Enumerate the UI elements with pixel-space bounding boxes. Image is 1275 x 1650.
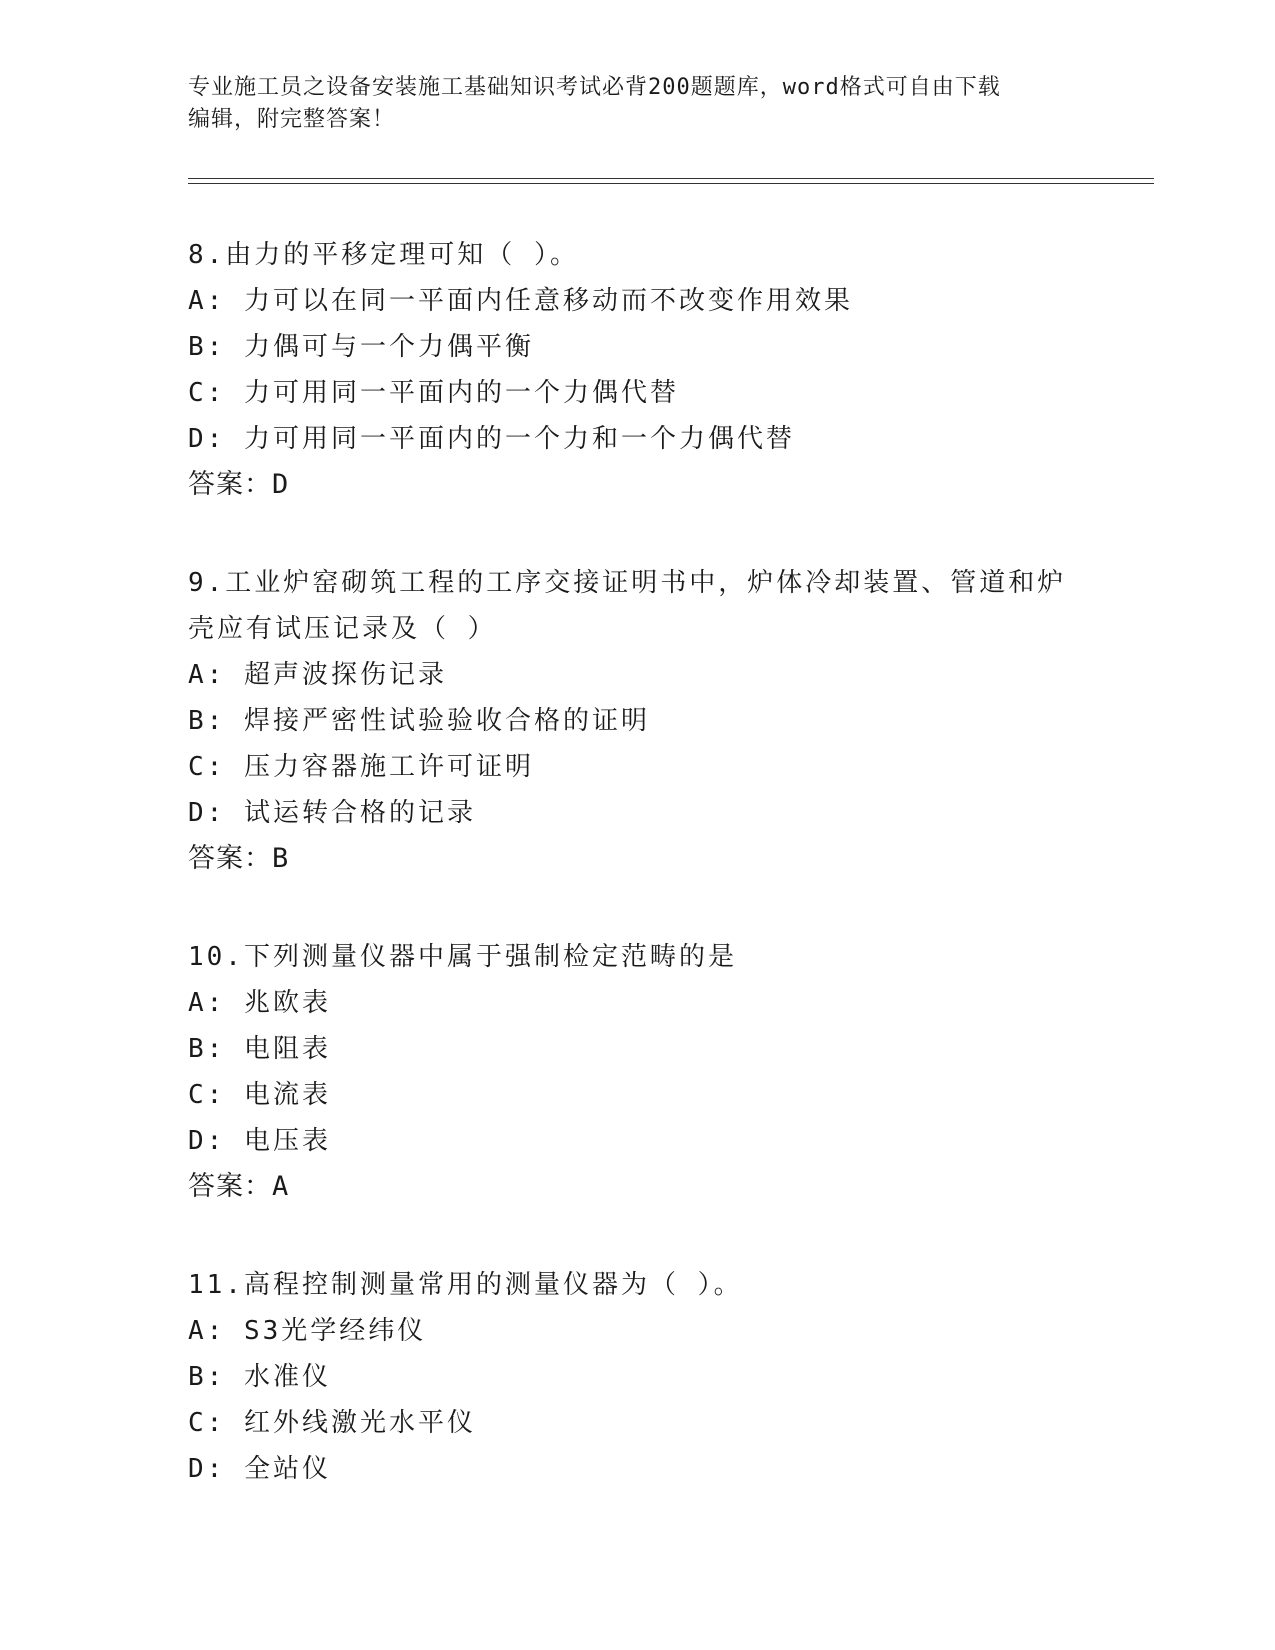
option-d: D: 全站仪 — [188, 1454, 331, 1484]
question-stem: 8.由力的平移定理可知（ ）。 — [188, 240, 579, 270]
option-b: B: 力偶可与一个力偶平衡 — [188, 332, 534, 362]
question-11 — [188, 1262, 1088, 1492]
question-stem-line-1: 9.工业炉窑砌筑工程的工序交接证明书中，炉体冷却装置、管道和炉 — [188, 568, 1067, 598]
option-b: B: 焊接严密性试验验收合格的证明 — [188, 706, 650, 736]
option-d: D: 电压表 — [188, 1126, 331, 1156]
option-c: C: 压力容器施工许可证明 — [188, 752, 534, 782]
option-b: B: 电阻表 — [188, 1034, 331, 1064]
answer-label: 答案：A — [188, 1171, 290, 1202]
header-line-1: 专业施工员之设备安装施工基础知识考试必背200题题库，word格式可自由下载 — [188, 75, 1001, 100]
option-b: B: 水准仪 — [188, 1362, 331, 1392]
document-header — [188, 72, 1068, 136]
option-a: A: S3光学经纬仪 — [188, 1316, 427, 1346]
option-c: C: 红外线激光水平仪 — [188, 1408, 476, 1438]
question-list — [188, 232, 1088, 1544]
option-a: A: 超声波探伤记录 — [188, 660, 447, 690]
header-line-2: 编辑，附完整答案！ — [188, 107, 396, 132]
answer-label: 答案：B — [188, 843, 290, 874]
option-c: C: 电流表 — [188, 1080, 331, 1110]
answer-label: 答案：D — [188, 469, 290, 500]
question-stem: 10.下列测量仪器中属于强制检定范畴的是 — [188, 942, 737, 972]
option-a: A: 力可以在同一平面内任意移动而不改变作用效果 — [188, 286, 853, 316]
question-10 — [188, 934, 1088, 1210]
option-a: A: 兆欧表 — [188, 988, 331, 1018]
option-c: C: 力可用同一平面内的一个力偶代替 — [188, 378, 679, 408]
question-8 — [188, 232, 1088, 508]
option-d: D: 力可用同一平面内的一个力和一个力偶代替 — [188, 424, 795, 454]
question-stem: 11.高程控制测量常用的测量仪器为（ ）。 — [188, 1270, 743, 1300]
question-9 — [188, 560, 1088, 882]
question-stem-line-2: 壳应有试压记录及（ ） — [188, 614, 497, 644]
option-d: D: 试运转合格的记录 — [188, 798, 476, 828]
header-double-rule — [188, 178, 1154, 184]
